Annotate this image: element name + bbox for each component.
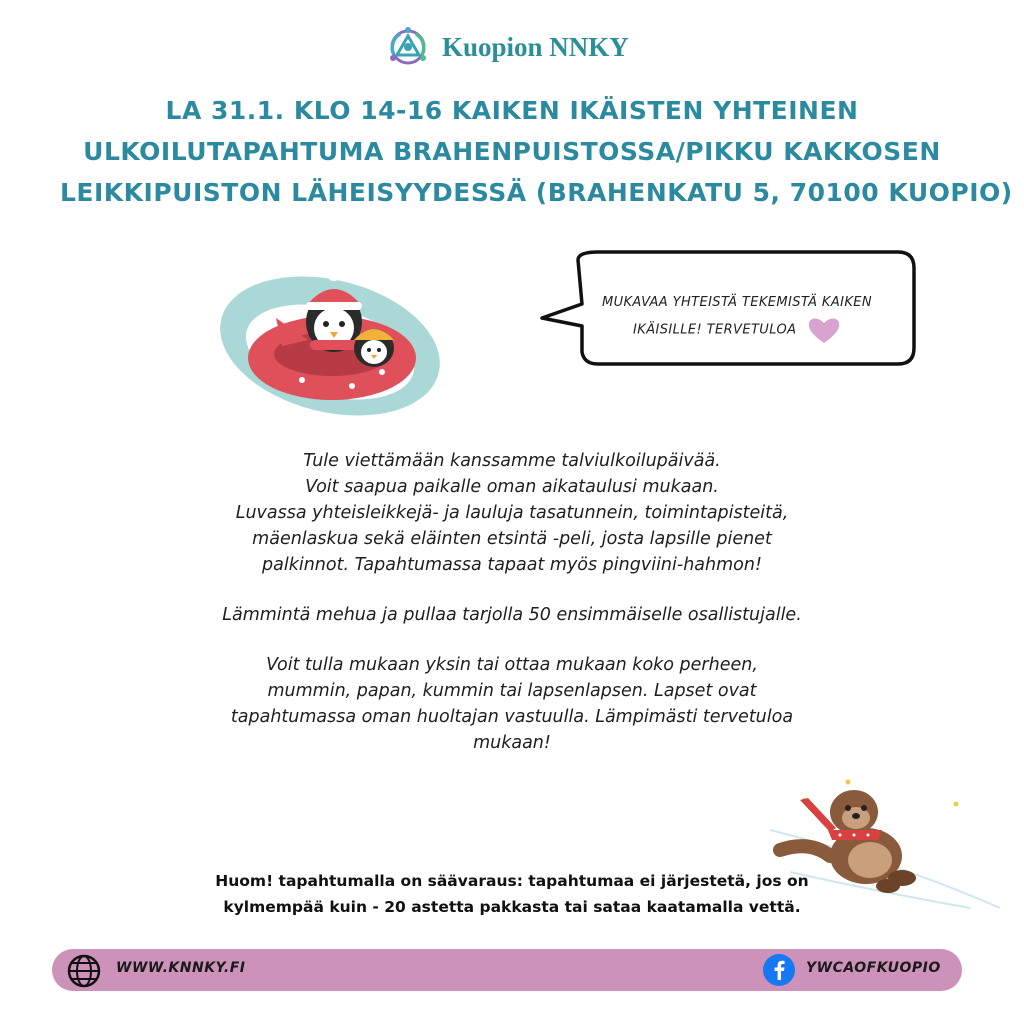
text-line: Voit saapua paikalle oman aikataulusi mukaan. [305,477,719,497]
text-line: Voit tulla mukaan yksin tai ottaa mukaan koko perheen, [266,655,758,675]
globe-icon [66,953,102,989]
text-line: Luvassa yhteisleikkejä- ja lauluja tasatunnein, toimintapisteitä, [235,503,789,523]
text-line: mummin, papan, kummin tai lapsenlapsen. Lapset ovat [267,681,757,701]
brand-name: Kuopion NNKY [442,31,629,62]
description-paragraph [120,602,904,628]
text-line: Lämmintä mehua ja pullaa tarjolla 50 ensimmäiselle osallistujalle. [222,605,802,625]
notice-line: kylmempää kuin - 20 astetta pakkasta tai sataa kaatamalla vettä. [223,898,801,916]
website-link[interactable]: WWW.KNNKY.FI [116,960,246,976]
description-paragraph [120,448,904,578]
headline-line: LA 31.1. KLO 14-16 KAIKEN IKÄISTEN YHTEINEN [165,96,859,125]
facebook-icon[interactable] [762,953,796,987]
weather-notice [150,868,874,920]
description-paragraph [120,652,904,756]
brand-logo [386,22,646,72]
headline-line: LEIKKIPUISTON LÄHEISYYDESSÄ (BRAHENKATU 5, 70100 KUOPIO) [60,178,1013,207]
heart-icon [807,316,841,344]
text-line: mukaan! [473,733,551,753]
headline-line: ULKOILUTAPAHTUMA BRAHENPUISTOSSA/PIKKU KAKKOSEN [83,137,941,166]
text-line: Tule viettämään kanssamme talviulkoilupäivää. [303,451,721,471]
bubble-message [572,290,902,344]
text-line: palkinnot. Tapahtumassa tapaat myös pingviini-hahmon! [262,555,762,575]
facebook-handle[interactable]: YWCAOFKUOPIO [806,960,941,976]
bubble-line: MUKAVAA YHTEISTÄ TEKEMISTÄ KAIKEN [601,295,873,310]
notice-line: Huom! tapahtumalla on säävaraus: tapahtumaa ei järjestetä, jos on [215,872,809,890]
text-line: tapahtumassa oman huoltajan vastuulla. Lämpimästi tervetuloa [230,707,794,727]
nnky-emblem-icon [386,25,430,69]
text-line: mäenlaskua sekä eläinten etsintä -peli, josta lapsille pienet [252,529,772,549]
bubble-line: IKÄISILLE! TERVETULOA [633,322,797,338]
event-description [120,448,904,780]
event-headline [60,90,1013,213]
penguins-sledding-illustration [212,262,452,422]
